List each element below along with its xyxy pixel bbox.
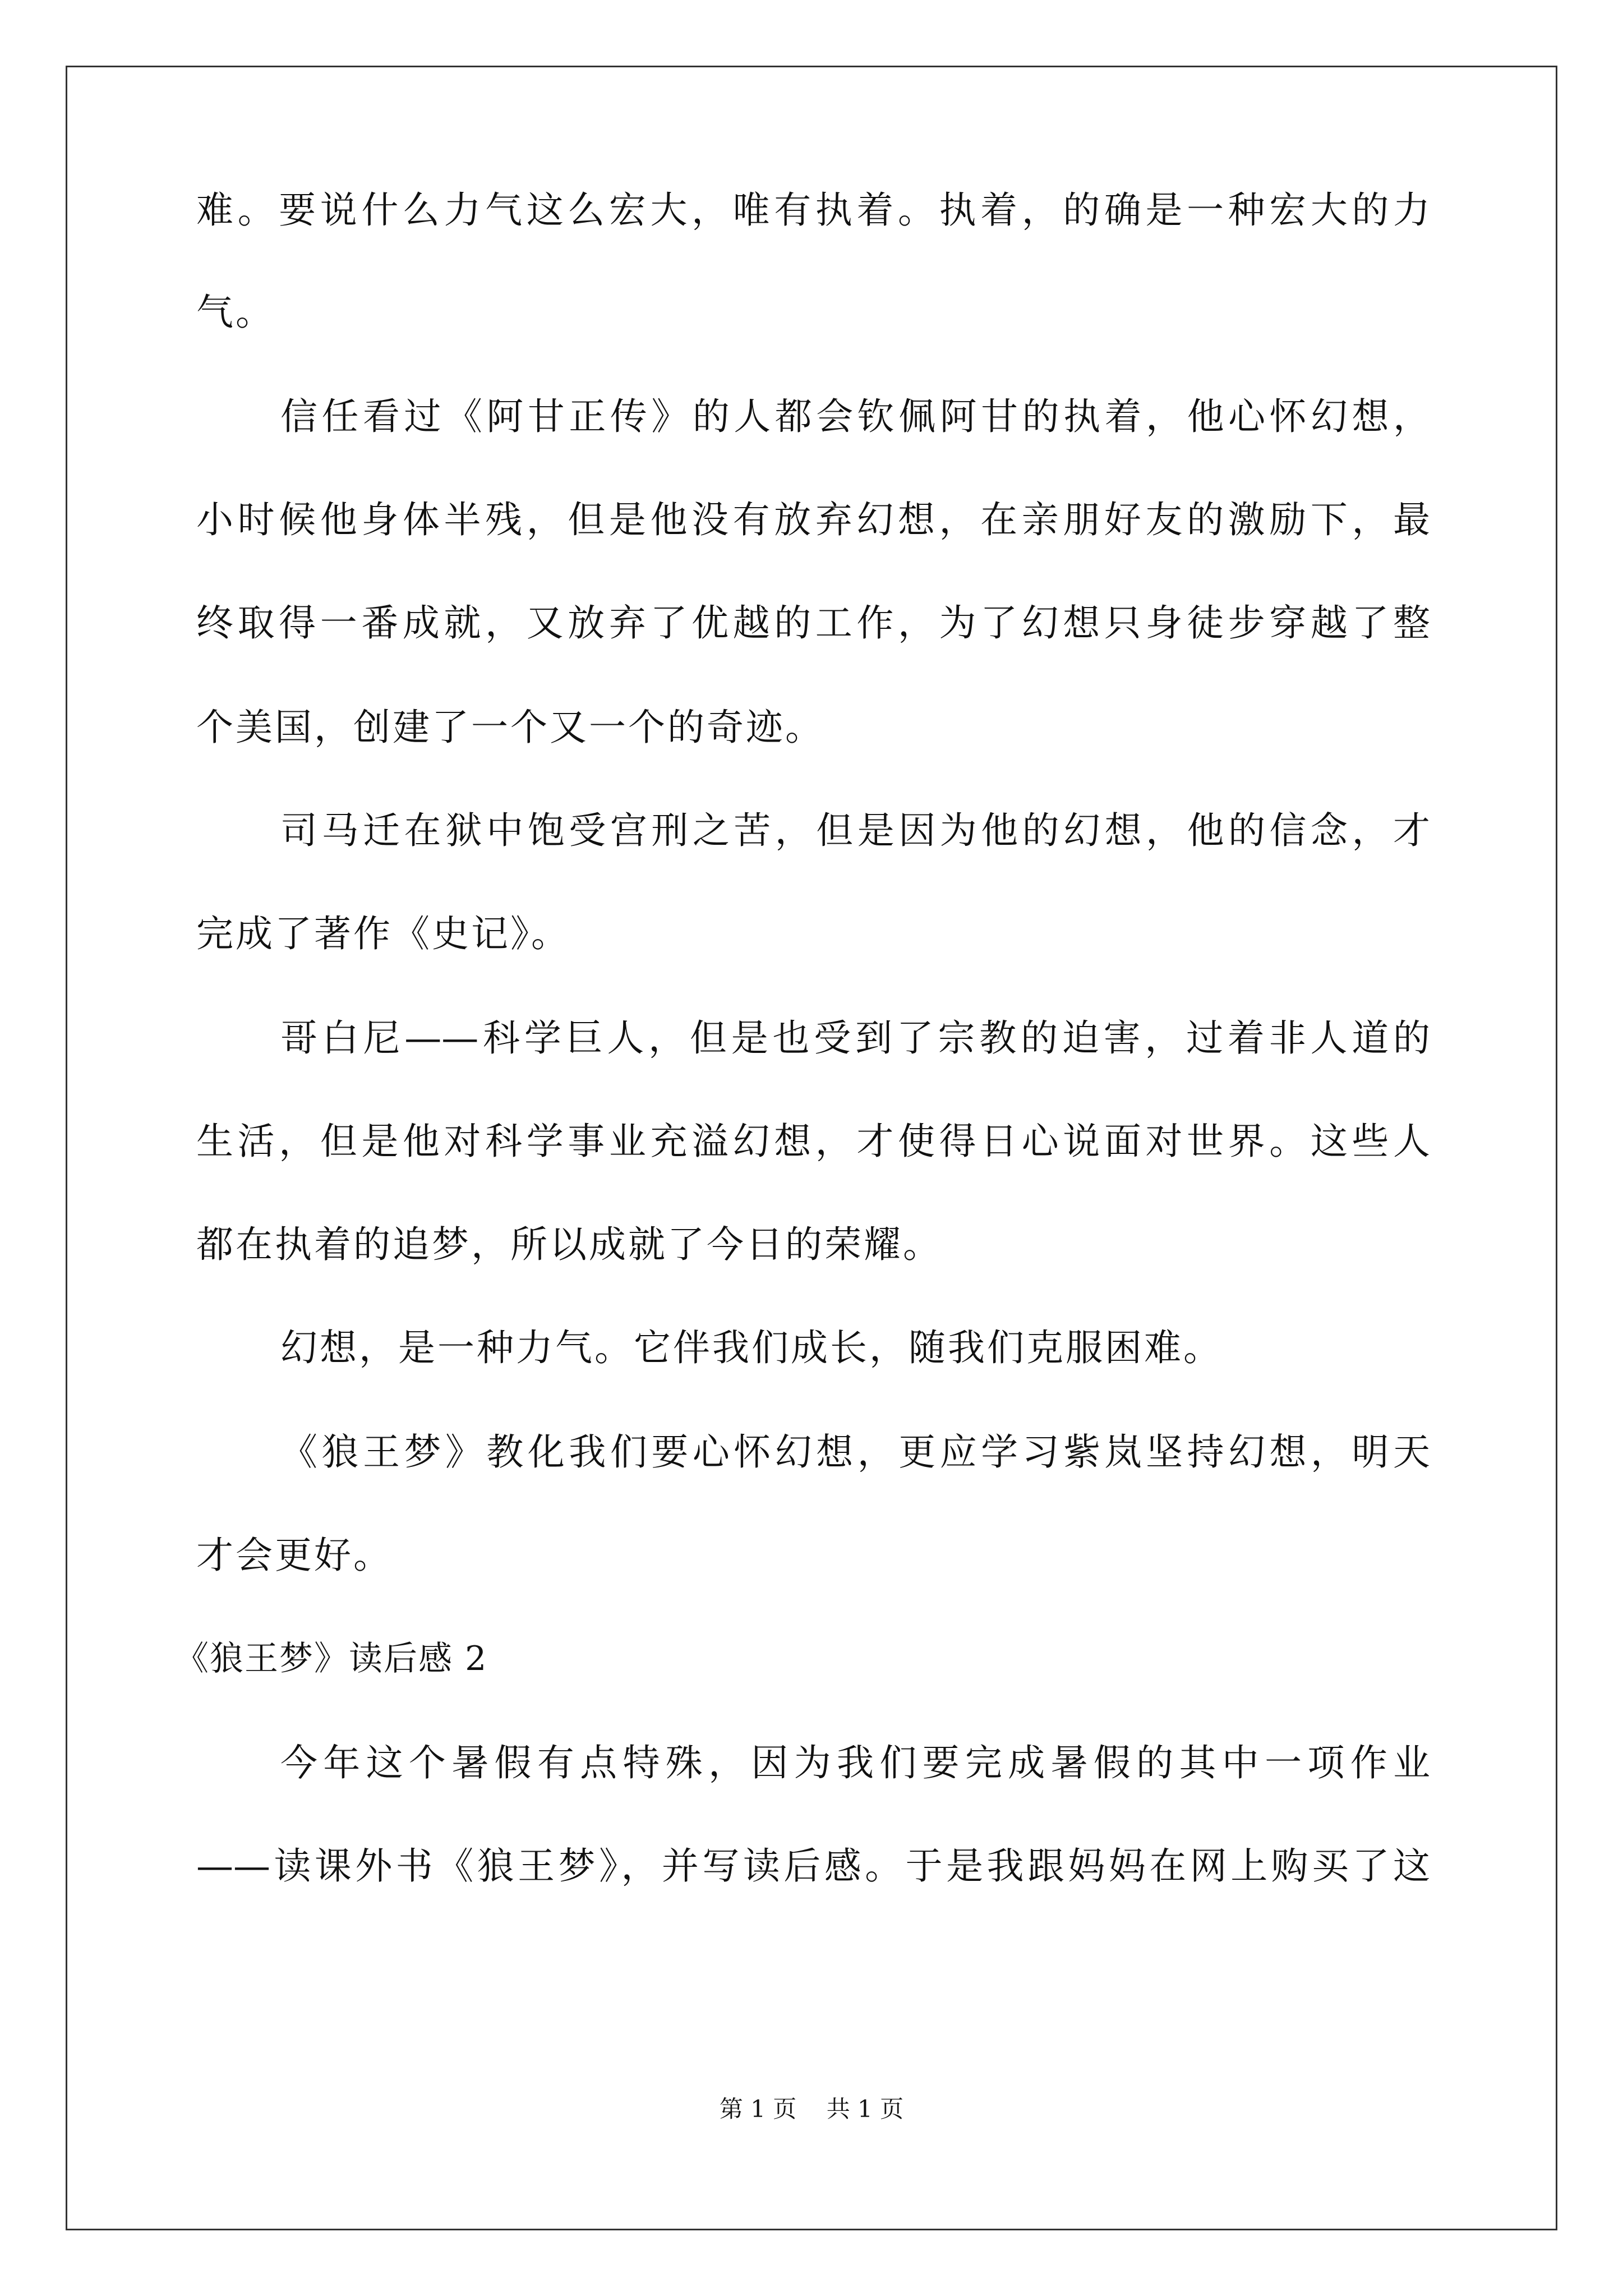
paragraph-start-line: 《狼王梦》教化我们要心怀幻想，更应学习紫岚坚持幻想，明天: [280, 1430, 1430, 1474]
section-heading: 《狼王梦》读后感 2: [175, 1639, 488, 1678]
page-footer: 第 1 页 共 1 页: [719, 2095, 904, 2123]
paragraph-start-line: 信任看过《阿甘正传》的人都会钦佩阿甘的执着，他心怀幻想，: [280, 395, 1430, 438]
text-line: 难。要说什么力气这么宏大，唯有执着。执着，的确是一种宏大的力: [196, 188, 1430, 232]
text-line: 气。: [196, 291, 275, 334]
paragraph-start-line: 司马迁在狱中饱受宫刑之苦，但是因为他的幻想，他的信念，才: [280, 809, 1430, 852]
paragraph-start-line: 哥白尼——科学巨人，但是也受到了宗教的迫害，过着非人道的: [280, 1016, 1430, 1060]
text-line: 小时候他身体半残，但是他没有放弃幻想，在亲朋好友的激励下，最: [196, 498, 1430, 541]
text-line: 个美国，创建了一个又一个的奇迹。: [196, 706, 824, 749]
paragraph-start-line: 今年这个暑假有点特殊，因为我们要完成暑假的其中一项作业: [280, 1741, 1430, 1784]
text-line: ——读课外书《狼王梦》，并写读后感。于是我跟妈妈在网上购买了这: [196, 1844, 1430, 1888]
text-line: 都在执着的追梦，所以成就了今日的荣耀。: [196, 1223, 942, 1266]
text-line: 生活，但是他对科学事业充溢幻想，才使得日心说面对世界。这些人: [196, 1120, 1430, 1163]
text-line: 才会更好。: [196, 1534, 393, 1577]
text-line: 完成了著作《史记》。: [196, 912, 570, 955]
text-line: 终取得一番成就，又放弃了优越的工作，为了幻想只身徒步穿越了整: [196, 601, 1430, 645]
paragraph-start-line: 幻想，是一种力气。它伴我们成长，随我们克服困难。: [280, 1326, 1223, 1369]
